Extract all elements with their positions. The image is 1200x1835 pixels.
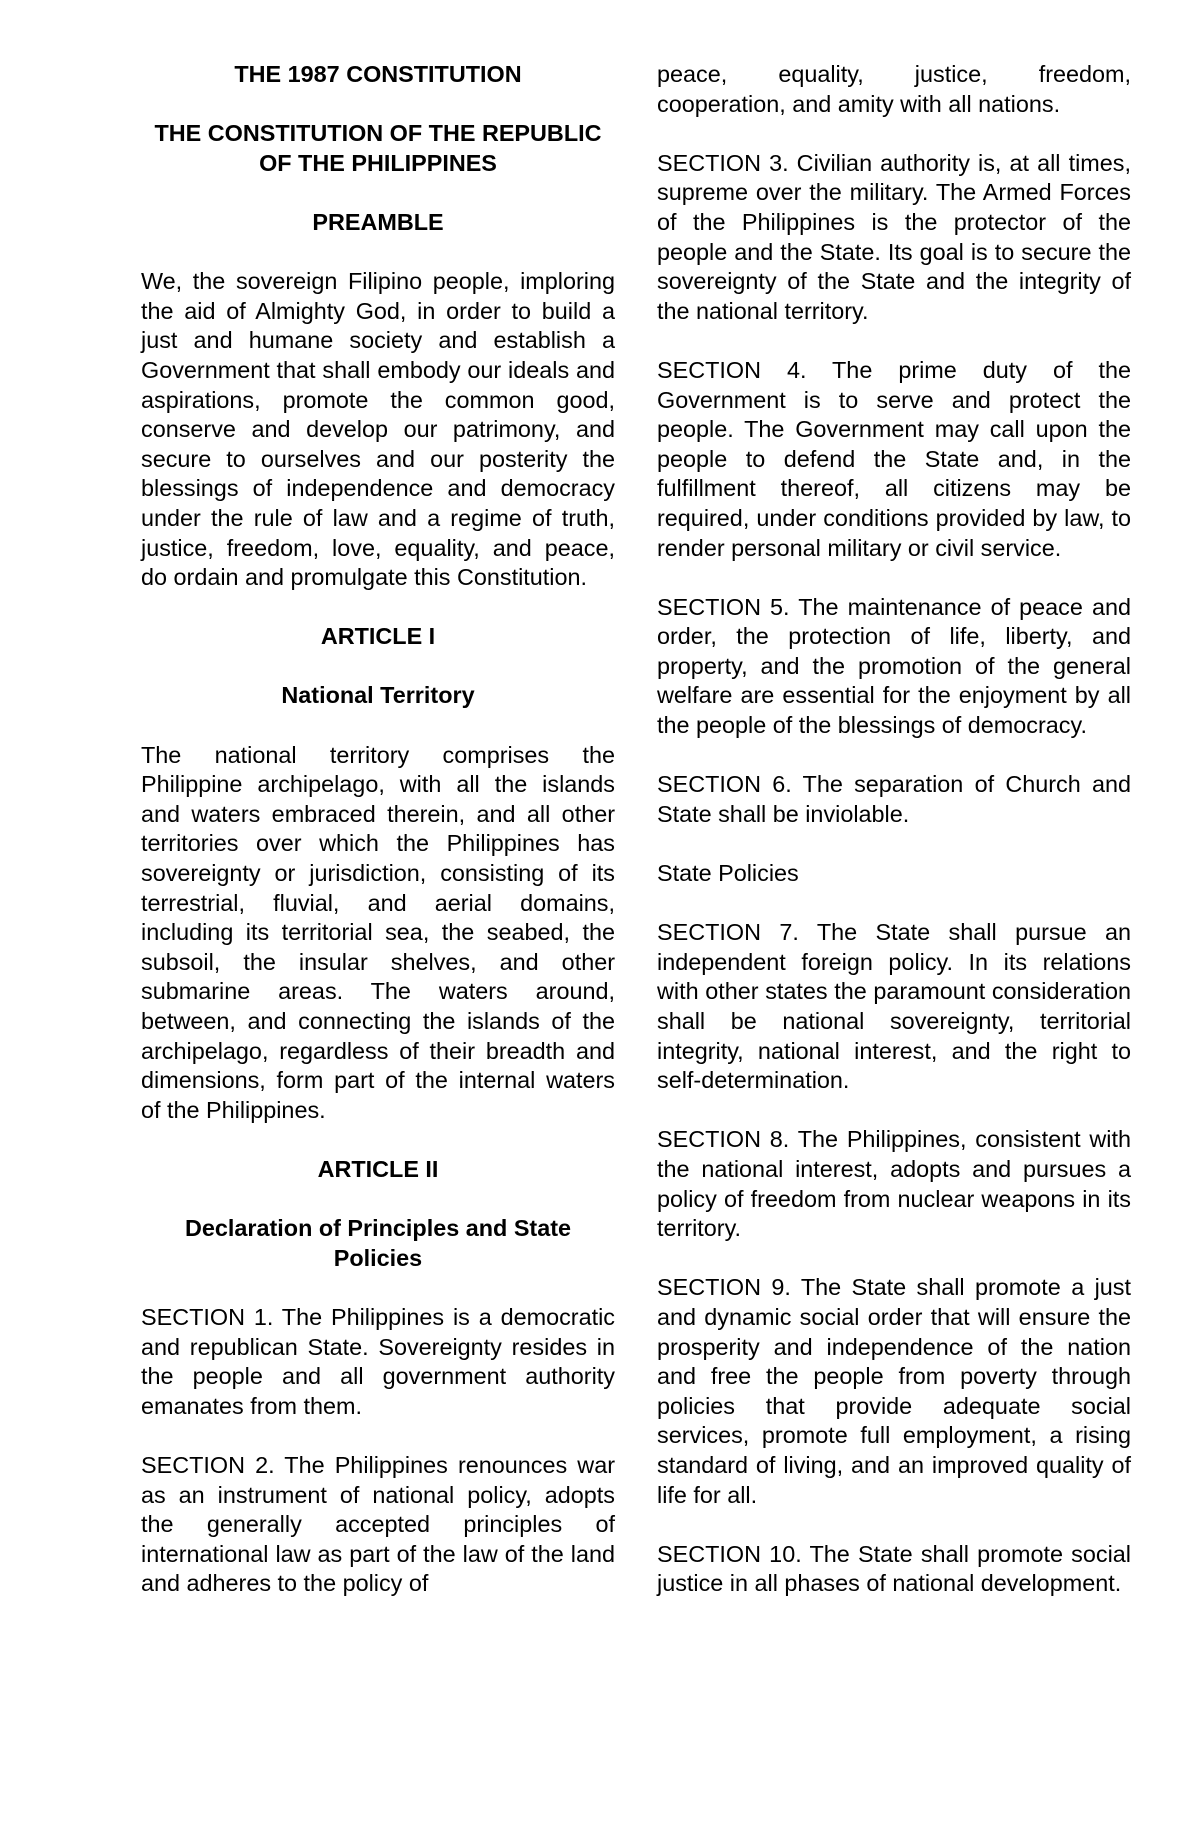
section-10-text: SECTION 10. The State shall promote social justice in all phases of national development. — [657, 1540, 1131, 1597]
article-2-title: Declaration of Principles and State Policies — [184, 1215, 572, 1271]
section-5-text: SECTION 5. The maintenance of peace and order, the protection of life, liberty, and property, and the promotion of the general welfare are essential for the enjoyment by all the people of the blessings of democracy. — [657, 593, 1131, 739]
section-2-continued-text: peace, equality, justice, freedom, cooperation, and amity with all nations. — [657, 61, 1131, 117]
preamble-text: We, the sovereign Filipino people, imploring the aid of Almighty God, in order to build a just and humane society and establish a Government that shall embody our ideals and aspirations, promote the common good, conserve and develop our patrimony, and secure to ourselves and our posterity the blessings of independence and democracy under the rule of law and a regime of truth, justice, freedom, love, equality, and peace, do ordain and promulgate this Constitution. — [141, 268, 615, 591]
document-subtitle: THE CONSTITUTION OF THE REPUBLIC OF THE PHILIPPINES — [154, 120, 602, 176]
article-1-heading: ARTICLE I — [320, 623, 436, 650]
section-7-text: SECTION 7. The State shall pursue an independent foreign policy. In its relations with other states the paramount consideration shall be national sovereignty, territorial integrity, national interest, and the right to self-determination. — [657, 919, 1131, 1094]
section-1-text: SECTION 1. The Philippines is a democratic and republican State. Sovereignty resides in the people and all government authority emanates from them. — [141, 1303, 615, 1419]
state-policies-heading: State Policies — [657, 860, 799, 887]
section-9-text: SECTION 9. The State shall promote a just and dynamic social order that will ensure the prosperity and independence of the nation and free the people from poverty through policies that provide adequate social services, promote full employment, a rising standard of living, and an improved quality of life for all. — [657, 1274, 1131, 1508]
article-1-text: The national territory comprises the Philippine archipelago, with all the islands and waters embraced therein, and all other territories over which the Philippines has sovereignty or jurisdiction, consisting of its terrestrial, fluvial, and aerial domains, including its territorial sea, the seabed, the subsoil, the insular shelves, and other submarine areas. The waters around, between, and connecting the islands of the archipelago, regardless of their breadth and dimensions, form part of the internal waters of the Philippines. — [141, 741, 615, 1123]
left-column — [141, 60, 615, 1599]
preamble-heading: PREAMBLE — [312, 208, 444, 235]
section-3-text: SECTION 3. Civilian authority is, at all times, supreme over the military. The Armed Forces of the Philippines is the protector of the people and the State. Its goal is to secure the sovereignty of the State and the integrity of the national territory. — [657, 149, 1131, 324]
article-2-heading: ARTICLE II — [317, 1155, 439, 1182]
section-4-text: SECTION 4. The prime duty of the Government is to serve and protect the people. The Government may call upon the people to defend the State and, in the fulfillment thereof, all citizens may be required, under conditions provided by law, to render personal military or civil service. — [657, 356, 1131, 561]
article-1-title: National Territory — [281, 682, 475, 709]
document-title: THE 1987 CONSTITUTION — [234, 61, 522, 87]
section-8-text: SECTION 8. The Philippines, consistent with the national interest, adopts and pursues a policy of freedom from nuclear weapons in its territory. — [657, 1126, 1131, 1242]
section-6-text: SECTION 6. The separation of Church and State shall be inviolable. — [657, 771, 1131, 827]
right-column — [657, 60, 1131, 1599]
section-2-text: SECTION 2. The Philippines renounces war as an instrument of national policy, adopts the generally accepted principles of international law as part of the law of the land and adheres to the policy of — [141, 1451, 615, 1597]
